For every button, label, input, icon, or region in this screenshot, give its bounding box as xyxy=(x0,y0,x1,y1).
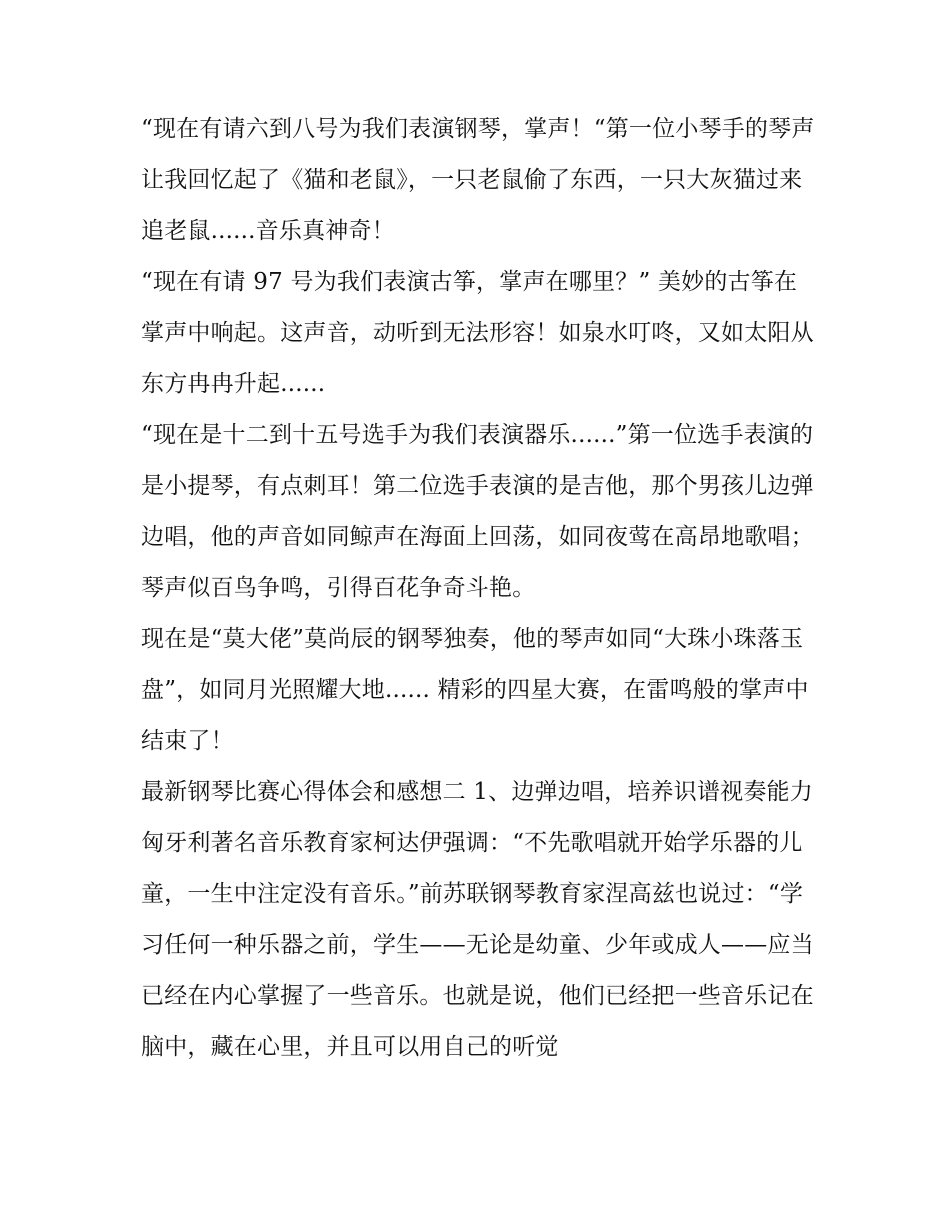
paragraph-piano-solo: 现在是“莫大佬”莫尚辰的钢琴独奏，他的琴声如同“大珠小珠落玉盘”，如同月光照耀大地...... 精彩的四星大赛，在雷鸣般的掌声中结束了！ xyxy=(141,626,809,754)
paragraph-kodaly-quote: 匈牙利著名音乐教育家柯达伊强调：“不先歌唱就开始学乐器的儿童，一生中注定没有音乐。”前苏联钢琴教育家涅高兹也说过：“学习任何一种乐器之前，学生——无论是幼童、少年或成人——应当已经在内心掌握了一些音乐。也就是说，他们已经把一些音乐记在脑中，藏在心里，并且可以用自己的听觉 xyxy=(141,830,814,1060)
section-heading: 最新钢琴比赛心得体会和感想二 1、边弹边唱，培养识谱视奏能力 xyxy=(141,779,813,805)
paragraph-instrumental-performance: “现在是十二到十五号选手为我们表演器乐......”第一位选手表演的是小提琴，有点刺耳！第二位选手表演的是吉他，那个男孩儿边弹边唱，他的声音如同鲸声在海面上回荡，如同夜莺在高昂地歌唱；琴声似百鸟争鸣，引得百花争奇斗艳。 xyxy=(141,422,814,601)
paragraph-guzheng-performance: “现在有请 97 号为我们表演古筝，掌声在哪里？” 美妙的古筝在掌声中响起。这声音，动听到无法形容！如泉水叮咚，又如太阳从东方冉冉升起...... xyxy=(141,269,814,397)
document-body xyxy=(141,104,815,1073)
paragraph-piano-performance: “现在有请六到八号为我们表演钢琴，掌声！“第一位小琴手的琴声让我回忆起了《猫和老鼠》，一只老鼠偷了东西，一只大灰猫过来追老鼠......音乐真神奇！ xyxy=(141,116,815,244)
